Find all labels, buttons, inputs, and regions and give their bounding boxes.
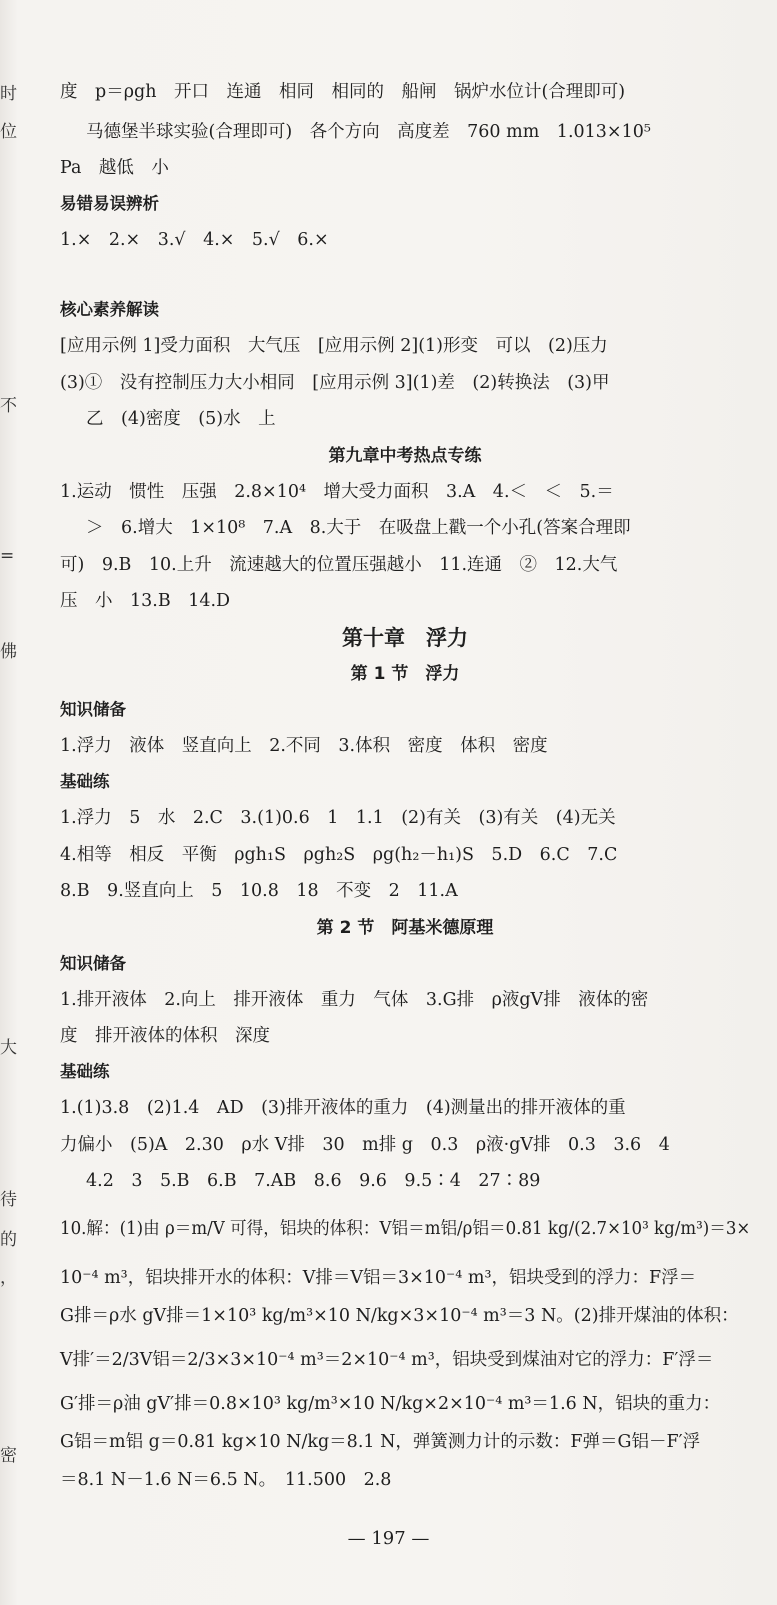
text-line: 10⁻⁴ m³，铝块排开水的体积：V排＝V铝＝3×10⁻⁴ m³，铝块受到的浮力：F浮＝	[60, 1268, 697, 1288]
text-line: 4.相等 相反 平衡 ρgh₁S ρgh₂S ρg(h₂－h₁)S 5.D 6.C 7.C	[60, 845, 618, 865]
margin-char: 待	[0, 1190, 17, 1210]
text-line: 可) 9.B 10.上升 流速越大的位置压强越小 11.连通 ② 12.大气	[60, 555, 618, 575]
section-heading: 知识储备	[60, 700, 126, 719]
margin-char: 不	[0, 396, 17, 416]
text-line: V排′＝2/3V铝＝2/3×3×10⁻⁴ m³＝2×10⁻⁴ m³，铝块受到煤油对它的浮力：F′浮＝	[60, 1350, 714, 1370]
text-line: 1.× 2.× 3.√ 4.× 5.√ 6.×	[60, 230, 329, 250]
margin-char: =	[0, 546, 15, 566]
margin-char: 时	[0, 84, 17, 104]
text-line: 度 p＝ρgh 开口 连通 相同 相同的 船闸 锅炉水位计(合理即可)	[60, 82, 626, 102]
text-line: 10.解：(1)由 ρ＝m/V 可得，铝块的体积：V铝＝m铝/ρ铝＝0.81 kg/(2.7×10³ kg/m³)＝3×	[60, 1219, 751, 1239]
section-heading: 易错易误辨析	[60, 194, 159, 213]
text-line: 压 小 13.B 14.D	[60, 591, 231, 611]
text-line: (3)① 没有控制压力大小相同 [应用示例 3](1)差 (2)转换法 (3)甲	[60, 373, 610, 393]
section-heading: 基础练	[60, 1062, 110, 1081]
margin-char: 密	[0, 1446, 17, 1466]
section-heading: 知识储备	[60, 954, 126, 973]
text-line: G′排＝ρ油 gV′排＝0.8×10³ kg/m³×10 N/kg×2×10⁻⁴ m³＝1.6 N，铝块的重力：	[60, 1394, 721, 1414]
margin-char: 的	[0, 1230, 17, 1250]
text-line: 1.运动 惯性 压强 2.8×10⁴ 增大受力面积 3.A 4.＜ ＜ 5.＝	[60, 482, 614, 502]
section-heading: 基础练	[60, 772, 110, 791]
text-line: ＞ 6.增大 1×10⁸ 7.A 8.大于 在吸盘上戳一个小孔(答案合理即	[86, 518, 631, 538]
text-line: 1.(1)3.8 (2)1.4 AD (3)排开液体的重力 (4)测量出的排开液体的重	[60, 1098, 626, 1118]
text-line: 力偏小 (5)A 2.30 ρ水 V排 30 m排 g 0.3 ρ液·gV排 0.3 3.6 4	[60, 1135, 670, 1155]
margin-char: 位	[0, 122, 17, 142]
page-number: — 197 —	[347, 1528, 430, 1549]
text-line: 1.浮力 液体 竖直向上 2.不同 3.体积 密度 体积 密度	[60, 736, 548, 756]
section-heading: 核心素养解读	[60, 300, 159, 319]
text-line: [应用示例 1]受力面积 大气压 [应用示例 2](1)形变 可以 (2)压力	[60, 336, 608, 356]
text-line: 马德堡半球实验(合理即可) 各个方向 高度差 760 mm 1.013×10⁵	[86, 122, 651, 142]
chapter-title: 第十章 浮力	[342, 626, 468, 650]
chapter-hot-title: 第九章中考热点专练	[328, 446, 482, 466]
text-line: G铝＝m铝 g＝0.81 kg×10 N/kg＝8.1 N，弹簧测力计的示数：F弹＝G铝－F′浮	[60, 1432, 701, 1452]
section-title: 第 2 节 阿基米德原理	[316, 918, 494, 938]
text-line: Pa 越低 小	[60, 158, 169, 178]
text-line: G排＝ρ水 gV排＝1×10³ kg/m³×10 N/kg×3×10⁻⁴ m³＝3 N。(2)排开煤油的体积：	[60, 1306, 739, 1326]
margin-char: 佛	[0, 642, 17, 662]
text-line: ＝8.1 N－1.6 N＝6.5 N。 11.500 2.8	[60, 1470, 392, 1490]
text-line: 1.排开液体 2.向上 排开液体 重力 气体 3.G排 ρ液gV排 液体的密	[60, 990, 649, 1010]
text-line: 8.B 9.竖直向上 5 10.8 18 不变 2 11.A	[60, 881, 458, 901]
text-line: 1.浮力 5 水 2.C 3.(1)0.6 1 1.1 (2)有关 (3)有关 (4)无关	[60, 808, 616, 828]
margin-char: ，	[0, 1268, 17, 1288]
text-line: 度 排开液体的体积 深度	[60, 1026, 270, 1046]
margin-char: 大	[0, 1038, 17, 1058]
text-line: 4.2 3 5.B 6.B 7.AB 8.6 9.6 9.5∶4 27∶89	[86, 1171, 541, 1191]
left-margin-fragments	[0, 0, 24, 1605]
text-line: 乙 (4)密度 (5)水 上	[86, 409, 276, 429]
section-title: 第 1 节 浮力	[350, 664, 460, 684]
